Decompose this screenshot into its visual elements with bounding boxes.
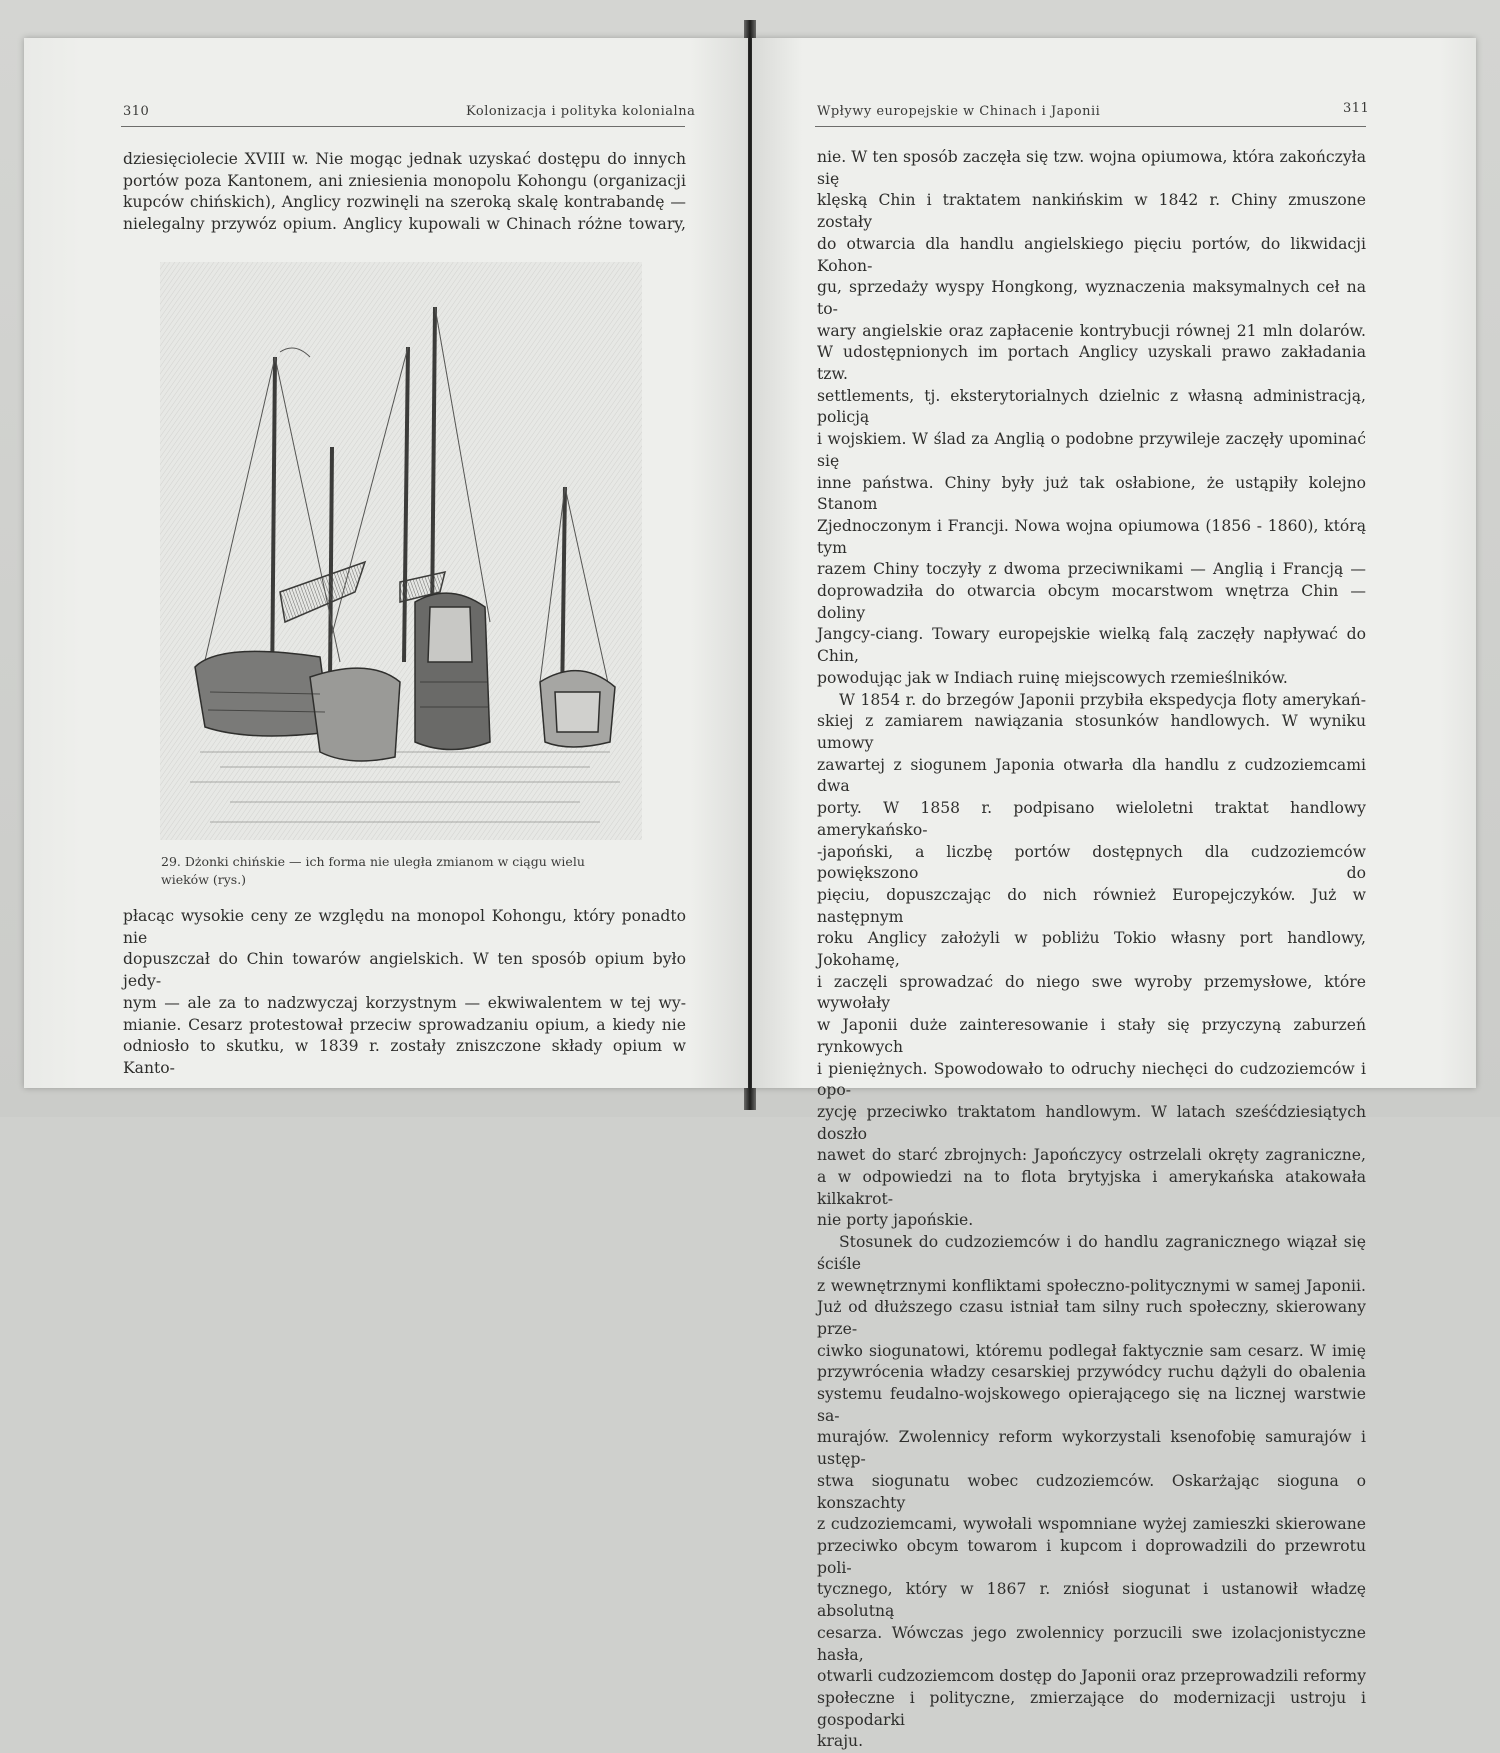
text-line: przeciwko obcym towarom i kupcom i doprowadzili do przewrotu poli- [817, 1537, 1366, 1577]
left-page-number: 310 [123, 104, 150, 119]
text-line: stwa siogunatu wobec cudzoziemców. Oskarżając sioguna o konszachty [817, 1471, 1366, 1512]
text-line: skiej z zamiarem nawiązania stosunków handlowych. W wyniku umowy [817, 712, 1366, 752]
text-line: kraju. [817, 1732, 864, 1751]
text-line: W udostępnionych im portach Anglicy uzyskali prawo zakładania tzw. [817, 343, 1366, 384]
text-line: Zjednoczonym i Francji. Nowa wojna opiumowa (1856 - 1860), którą tym [817, 516, 1366, 557]
text-line: wary angielskie oraz zapłacenie kontrybucji równej 21 mln dolarów. [817, 321, 1366, 340]
caption-line-1: 29. Dżonki chińskie — ich forma nie uległa zmianom w ciągu wielu [161, 854, 585, 869]
text-line: zawartej z siogunem Japonia otwarła dla handlu z cudzoziemcami dwa [817, 755, 1366, 796]
left-top-paragraph [123, 149, 686, 236]
text-line: przywrócenia władzy cesarskiej przywódcy ruchu dążyli do obalenia [817, 1363, 1366, 1382]
text-line: portów poza Kantonem, ani zniesienia monopolu Kohongu (organizacji [123, 171, 686, 190]
text-line: z wewnętrznymi konfliktami społeczno-politycznymi w samej Japonii. [817, 1276, 1366, 1295]
right-body-text [817, 147, 1366, 1753]
text-line: systemu feudalno-wojskowego opierającego się na licznej warstwie sa- [817, 1385, 1366, 1425]
text-line: doprowadziła do otwarcia obcym mocarstwom wnętrza Chin — doliny [817, 582, 1366, 622]
right-running-head: Wpływy europejskie w Chinach i Japonii [817, 104, 1101, 119]
text-line: porty. W 1858 r. podpisano wieloletni traktat handlowy amerykańsko- [817, 799, 1366, 839]
text-line: nym — ale za to nadzwyczaj korzystnym — ekwiwalentem w tej wy- [123, 993, 686, 1012]
text-line: Stosunek do cudzoziemców i do handlu zagranicznego wiązał się ściśle [817, 1233, 1366, 1273]
text-line: otwarli cudzoziemcom dostęp do Japonii oraz przeprowadzili reformy [817, 1667, 1366, 1686]
text-line: kupców chińskich), Anglicy rozwinęli na szeroką skalę kontrabandę — [123, 193, 686, 212]
text-line: i wojskiem. W ślad za Anglią o podobne przywileje zaczęły upominać się [817, 430, 1366, 470]
text-line: i pieniężnych. Spowodowało to odruchy niechęci do cudzoziemców i opo- [817, 1059, 1366, 1100]
left-bottom-paragraph [123, 906, 686, 1080]
text-line: pięciu, dopuszczając do nich również Europejczyków. Już w następnym [817, 885, 1366, 926]
text-line: mianie. Cesarz protestował przeciw sprowadzaniu opium, a kiedy nie [123, 1015, 686, 1034]
caption-line-2: wieków (rys.) [161, 872, 247, 887]
text-line: dziesięciolecie XVIII w. Nie mogąc jednak uzyskać dostępu do innych [123, 150, 686, 168]
text-line: nie porty japońskie. [817, 1211, 974, 1230]
text-line: razem Chiny toczyły z dwoma przeciwnikami — Anglią i Francją — [817, 560, 1366, 579]
text-line: klęską Chin i traktatem nankińskim w 1842 r. Chiny zmuszone zostały [817, 191, 1366, 232]
right-page-number: 311 [1343, 101, 1370, 116]
text-line: w Japonii duże zainteresowanie i stały się przyczyną zaburzeń rynkowych [817, 1016, 1366, 1056]
text-line: z cudzoziemcami, wywołali wspomniane wyżej zamieszki skierowane [817, 1515, 1366, 1534]
text-line: ciwko siogunatowi, któremu podlegał faktycznie sam cesarz. W imię [817, 1341, 1366, 1360]
text-line: Już od dłuższego czasu istniał tam silny ruch społeczny, skierowany prze- [817, 1298, 1366, 1338]
text-line: odniosło to skutku, w 1839 r. zostały zniszczone składy opium w Kanto- [123, 1037, 686, 1077]
text-line: nie. W ten sposób zaczęła się tzw. wojna opiumowa, która zakończyła się [817, 148, 1366, 188]
text-line: płacąc wysokie ceny ze względu na monopol Kohongu, który ponadto nie [123, 907, 686, 947]
junks-illustration [160, 262, 642, 840]
figure-caption [161, 853, 641, 889]
text-line: tycznego, który w 1867 r. zniósł siogunat i ustanowił władzę absolutną [817, 1580, 1366, 1621]
left-header-rule [121, 126, 685, 127]
text-line: W 1854 r. do brzegów Japonii przybiła ekspedycja floty amerykań- [839, 690, 1366, 709]
text-line: do otwarcia dla handlu angielskiego pięciu portów, do likwidacji Kohon- [817, 234, 1366, 275]
text-line: inne państwa. Chiny były już tak osłabione, że ustąpiły kolejno Stanom [817, 473, 1366, 514]
text-line: i zaczęli sprowadzać do niego swe wyroby przemysłowe, które wywołały [817, 972, 1366, 1013]
text-line: a w odpowiedzi na to flota brytyjska i amerykańska atakowała kilkakrot- [817, 1168, 1366, 1208]
text-line: nawet do starć zbrojnych: Japończycy ostrzelali okręty zagraniczne, [817, 1146, 1366, 1165]
text-line: Jangcy-ciang. Towary europejskie wielką falą zaczęły napływać do Chin, [817, 625, 1366, 666]
text-line: murajów. Zwolennicy reform wykorzystali ksenofobię samurajów i ustęp- [817, 1428, 1366, 1469]
text-line: zycję przeciwko traktatom handlowym. W latach sześćdziesiątych doszło [817, 1102, 1366, 1143]
text-line: settlements, tj. eksterytorialnych dzielnic z własną administracją, policją [817, 386, 1366, 427]
left-running-head: Kolonizacja i polityka kolonialna [466, 104, 696, 119]
text-line: powodując jak w Indiach ruinę miejscowych rzemieślników. [817, 668, 1288, 687]
text-line: roku Anglicy założyli w pobliżu Tokio własny port handlowy, Jokohamę, [817, 929, 1366, 970]
text-line: nielegalny przywóz opium. Anglicy kupowali w Chinach różne towary, [123, 215, 686, 234]
right-header-rule [815, 126, 1366, 127]
text-line: gu, sprzedaży wyspy Hongkong, wyznaczenia maksymalnych ceł na to- [817, 278, 1366, 318]
text-line: dopuszczał do Chin towarów angielskich. W ten sposób opium było jedy- [123, 950, 686, 991]
text-line: cesarza. Wówczas jego zwolennicy porzucili swe izolacjonistyczne hasła, [817, 1623, 1366, 1664]
text-line: -japoński, a liczbę portów dostępnych dla cudzoziemców powiększono do [817, 842, 1366, 883]
text-line: społeczne i polityczne, zmierzające do modernizacji ustroju i gospodarki [817, 1688, 1366, 1729]
